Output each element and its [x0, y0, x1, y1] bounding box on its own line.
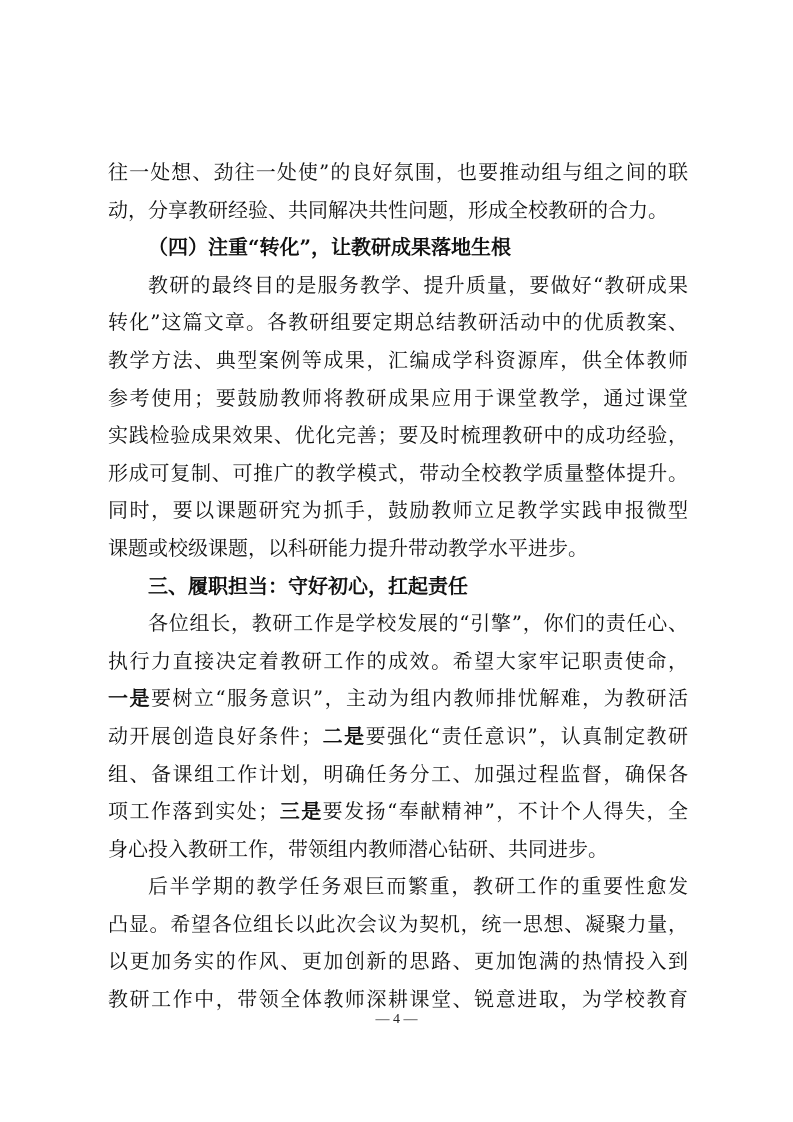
paragraph-segment: 要强化“责任意识”，认真制定教研	[365, 723, 688, 748]
emphasis-first: 一是	[108, 686, 151, 711]
section-heading: （四）注重“转化”，让教研成果落地生根	[148, 235, 512, 260]
paragraph-segment: 要树立“服务意识”，主动为组内教师排忧解难，为教研活	[150, 686, 688, 711]
paragraph-line	[108, 718, 688, 756]
paragraph-line	[108, 793, 688, 831]
paragraph-segment: 动开展创造良好条件；	[108, 723, 322, 748]
emphasis-second: 二是	[321, 723, 366, 748]
paragraph-line: 同时，要以课题研究为抓手，鼓励教师立足教学实践申报微型	[108, 498, 688, 523]
paragraph-line: 教研的最终目的是服务教学、提升质量，要做好“教研成果	[148, 272, 688, 297]
paragraph-line: 参考使用；要鼓励教师将教研成果应用于课堂教学，通过课堂	[108, 385, 688, 410]
paragraph-line: 以更加务实的作风、更加创新的思路、更加饱满的热情投入到	[108, 949, 688, 974]
paragraph-line: 课题或校级课题，以科研能力提升带动教学水平进步。	[108, 535, 588, 560]
paragraph-line: 教学方法、典型案例等成果，汇编成学科资源库，供全体教师	[108, 347, 688, 372]
paragraph-line: 执行力直接决定着教研工作的成效。希望大家牢记职责使命，	[108, 648, 688, 673]
paragraph-line: 组、备课组工作计划，明确任务分工、加强过程监督，确保各	[108, 761, 688, 786]
paragraph-segment: 项工作落到实处；	[108, 799, 279, 824]
paragraph-line: 教研工作中，带领全体教师深耕课堂、锐意进取，为学校教育	[108, 987, 688, 1012]
paragraph-line: 凸显。希望各位组长以此次会议为契机，统一思想、凝聚力量，	[108, 911, 688, 936]
paragraph-line: 实践检验成果效果、优化完善；要及时梳理教研中的成功经验，	[108, 423, 688, 448]
document-body	[108, 154, 688, 1019]
paragraph-segment: 要发扬“奉献精神”，不计个人得失，全	[322, 799, 688, 824]
paragraph-line: 各位组长，教研工作是学校发展的“引擎”，你们的责任心、	[148, 611, 688, 636]
paragraph-line: 形成可复制、可推广的教学模式，带动全校教学质量整体提升。	[108, 460, 688, 485]
paragraph-line	[108, 680, 688, 718]
paragraph-line: 身心投入教研工作，带领组内教师潜心钻研、共同进步。	[108, 836, 608, 861]
paragraph-line: 后半学期的教学任务艰巨而繁重，教研工作的重要性愈发	[148, 874, 688, 899]
page-number: — 4 —	[375, 1012, 418, 1027]
section-heading: 三、履职担当：守好初心，扛起责任	[148, 573, 468, 598]
paragraph-line: 转化”这篇文章。各教研组要定期总结教研活动中的优质教案、	[108, 310, 688, 335]
paragraph-line: 动，分享教研经验、共同解决共性问题，形成全校教研的合力。	[108, 197, 668, 222]
paragraph-line: 往一处想、劲往一处使”的良好氛围，也要推动组与组之间的联	[108, 160, 688, 184]
emphasis-third: 三是	[278, 799, 323, 824]
